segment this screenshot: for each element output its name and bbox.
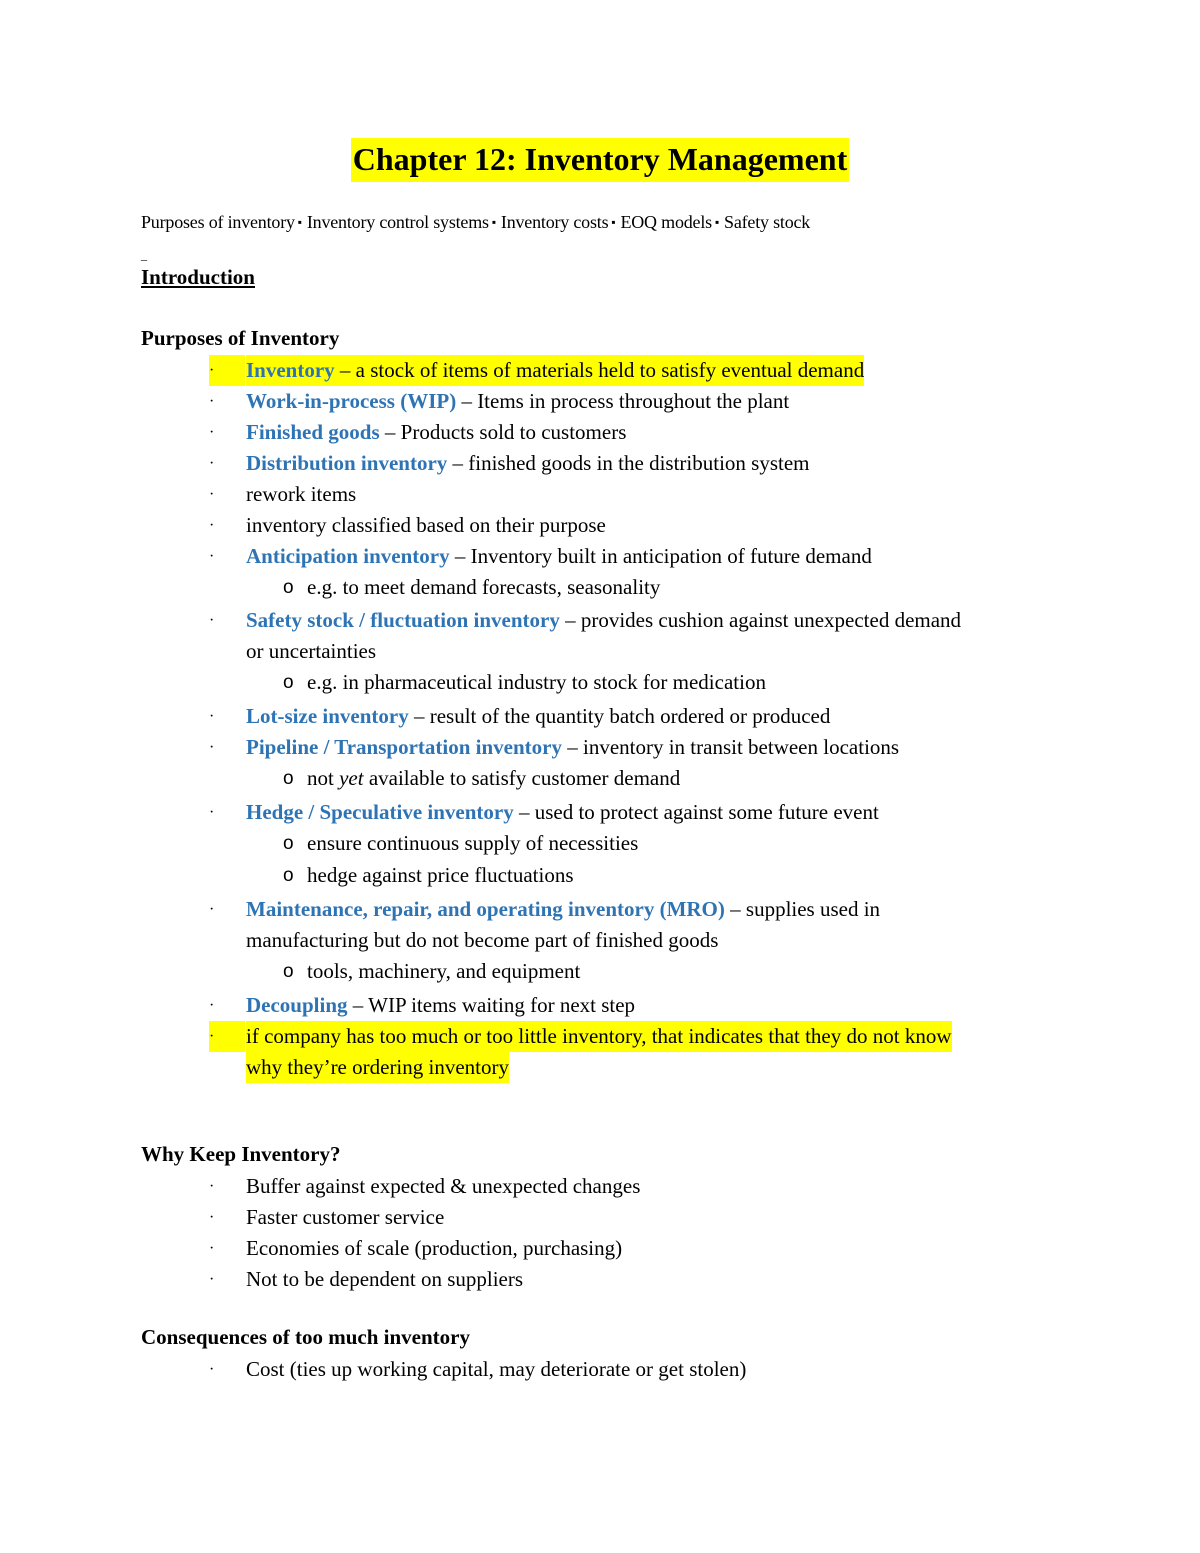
- purposes-heading: Purposes of Inventory: [141, 326, 340, 350]
- list-item: [0, 448, 1200, 479]
- topics-line: [141, 212, 810, 233]
- list-item: [0, 1233, 1200, 1264]
- bullet-icon: ·: [209, 612, 215, 629]
- list-item-text: or uncertainties: [246, 639, 377, 663]
- bullet-icon: ·: [209, 548, 215, 565]
- topic-item: EOQ models: [620, 212, 712, 232]
- list-item-text: [246, 797, 879, 828]
- term: Pipeline / Transportation inventory: [246, 735, 562, 759]
- sub-list-item-text: e.g. to meet demand forecasts, seasonality: [307, 575, 661, 599]
- definition: – Products sold to customers: [379, 420, 627, 444]
- sub-list-item-text: [307, 763, 680, 794]
- list-item: [0, 417, 1200, 448]
- introduction-heading: Introduction: [141, 265, 255, 289]
- list-item: [0, 1021, 1200, 1052]
- list-item: [0, 479, 1200, 510]
- sub-list-item: [0, 667, 1200, 698]
- list-item-text: Economies of scale (production, purchasing): [246, 1236, 623, 1260]
- list-item-text: [246, 732, 899, 763]
- definition: – result of the quantity batch ordered or produced: [408, 704, 831, 728]
- list-item: [0, 990, 1200, 1021]
- topic-separator-icon: ▪: [714, 215, 720, 229]
- bullet-icon: ·: [209, 1178, 215, 1195]
- list-item-continuation: [0, 925, 1200, 956]
- list-item: [0, 1264, 1200, 1295]
- list-item-text: if company has too much or too little inventory, that indicates that they do not know: [246, 1021, 952, 1052]
- list-item: [0, 386, 1200, 417]
- sub-bullet-icon: o: [283, 833, 294, 854]
- list-item: [0, 605, 1200, 636]
- definition: – WIP items waiting for next step: [347, 993, 636, 1017]
- sub-list-item: [0, 572, 1200, 603]
- list-item-text: [246, 386, 789, 417]
- sub-list-item: [0, 763, 1200, 794]
- list-item-text: inventory classified based on their purpose: [246, 513, 606, 537]
- term: Work-in-process (WIP): [246, 389, 457, 413]
- list-item-continuation: [0, 636, 1200, 667]
- dash-mark: _: [141, 248, 147, 262]
- list-item: [0, 510, 1200, 541]
- bullet-icon: ·: [209, 355, 245, 386]
- bullet-icon: ·: [209, 804, 215, 821]
- list-item: [0, 1354, 1200, 1385]
- sub-bullet-icon: o: [283, 672, 294, 693]
- sub-bullet-icon: o: [283, 865, 294, 886]
- bullet-icon: ·: [209, 901, 215, 918]
- term: Anticipation inventory: [246, 544, 450, 568]
- term: Distribution inventory: [246, 451, 448, 475]
- bullet-icon: ·: [209, 486, 215, 503]
- emphasis: yet: [339, 766, 364, 790]
- list-item: [0, 1171, 1200, 1202]
- sub-list-item-text: e.g. in pharmaceutical industry to stock for medication: [307, 670, 766, 694]
- title-wrap: [0, 138, 1200, 182]
- term: Safety stock / fluctuation inventory: [246, 608, 560, 632]
- page-title: Chapter 12: Inventory Management: [351, 138, 849, 182]
- list-item: [0, 797, 1200, 828]
- list-item: [0, 355, 1200, 386]
- bullet-icon: ·: [209, 997, 215, 1014]
- definition: – finished goods in the distribution system: [447, 451, 810, 475]
- list-item-text: Faster customer service: [246, 1205, 445, 1229]
- bullet-icon: ·: [209, 1361, 215, 1378]
- definition: – Items in process throughout the plant: [456, 389, 790, 413]
- text-part: not: [307, 766, 340, 790]
- list-item-text: [246, 355, 864, 386]
- sub-bullet-icon: o: [283, 577, 294, 598]
- sub-list-item: [0, 828, 1200, 859]
- consequences-heading: Consequences of too much inventory: [141, 1325, 470, 1349]
- list-item-text: manufacturing but do not become part of finished goods: [246, 928, 719, 952]
- list-item: [0, 732, 1200, 763]
- term: Inventory: [246, 358, 335, 382]
- bullet-icon: ·: [209, 1209, 215, 1226]
- bullet-icon: ·: [209, 455, 215, 472]
- sub-list-item-text: tools, machinery, and equipment: [307, 959, 581, 983]
- why-keep-heading: Why Keep Inventory?: [141, 1142, 341, 1166]
- bullet-icon: ·: [209, 708, 215, 725]
- list-item-text: [246, 894, 880, 925]
- list-item-text: rework items: [246, 482, 357, 506]
- term: Lot-size inventory: [246, 704, 409, 728]
- definition: – a stock of items of materials held to satisfy eventual demand: [334, 358, 865, 382]
- bullet-icon: ·: [209, 1021, 245, 1052]
- list-item: [0, 701, 1200, 732]
- bullet-icon: ·: [209, 739, 215, 756]
- sub-list-item-text: hedge against price fluctuations: [307, 863, 574, 887]
- sub-list-item-text: ensure continuous supply of necessities: [307, 831, 639, 855]
- topic-item: Safety stock: [724, 212, 811, 232]
- list-item-text: [246, 990, 635, 1021]
- definition: – Inventory built in anticipation of future demand: [449, 544, 872, 568]
- list-item-text: Cost (ties up working capital, may deteriorate or get stolen): [246, 1357, 747, 1381]
- list-item-text: [246, 701, 830, 732]
- bullet-icon: ·: [209, 424, 215, 441]
- sub-bullet-icon: o: [283, 768, 294, 789]
- term: Finished goods: [246, 420, 380, 444]
- definition: – inventory in transit between locations: [561, 735, 900, 759]
- list-item-continuation: [0, 1052, 1200, 1083]
- definition: – supplies used in: [724, 897, 881, 921]
- topic-item: Inventory costs: [500, 212, 609, 232]
- list-item-text: why they’re ordering inventory: [246, 1052, 509, 1083]
- topic-separator-icon: ▪: [491, 215, 496, 229]
- list-item-text: [246, 417, 626, 448]
- list-item-text: [246, 605, 961, 636]
- bullet-icon: ·: [209, 1240, 215, 1257]
- topic-separator-icon: ▪: [611, 215, 616, 229]
- list-item-text: Not to be dependent on suppliers: [246, 1267, 524, 1291]
- topic-item: Purposes of inventory: [141, 212, 295, 232]
- list-item: [0, 894, 1200, 925]
- topic-separator-icon: ▪: [297, 215, 302, 229]
- bullet-icon: ·: [209, 393, 215, 410]
- term: Maintenance, repair, and operating inventory (MRO): [246, 897, 725, 921]
- bullet-icon: ·: [209, 1271, 215, 1288]
- definition: – provides cushion against unexpected demand: [559, 608, 962, 632]
- term: Hedge / Speculative inventory: [246, 800, 514, 824]
- list-item-text: Buffer against expected & unexpected changes: [246, 1174, 641, 1198]
- text-part: available to satisfy customer demand: [363, 766, 681, 790]
- bullet-icon: ·: [209, 517, 215, 534]
- list-item-text: [246, 448, 810, 479]
- definition: – used to protect against some future event: [513, 800, 879, 824]
- sub-list-item: [0, 860, 1200, 891]
- list-item: [0, 541, 1200, 572]
- topic-item: Inventory control systems: [306, 212, 489, 232]
- sub-bullet-icon: o: [283, 961, 294, 982]
- list-item: [0, 1202, 1200, 1233]
- term: Decoupling: [246, 993, 348, 1017]
- sub-list-item: [0, 956, 1200, 987]
- list-item-text: [246, 541, 872, 572]
